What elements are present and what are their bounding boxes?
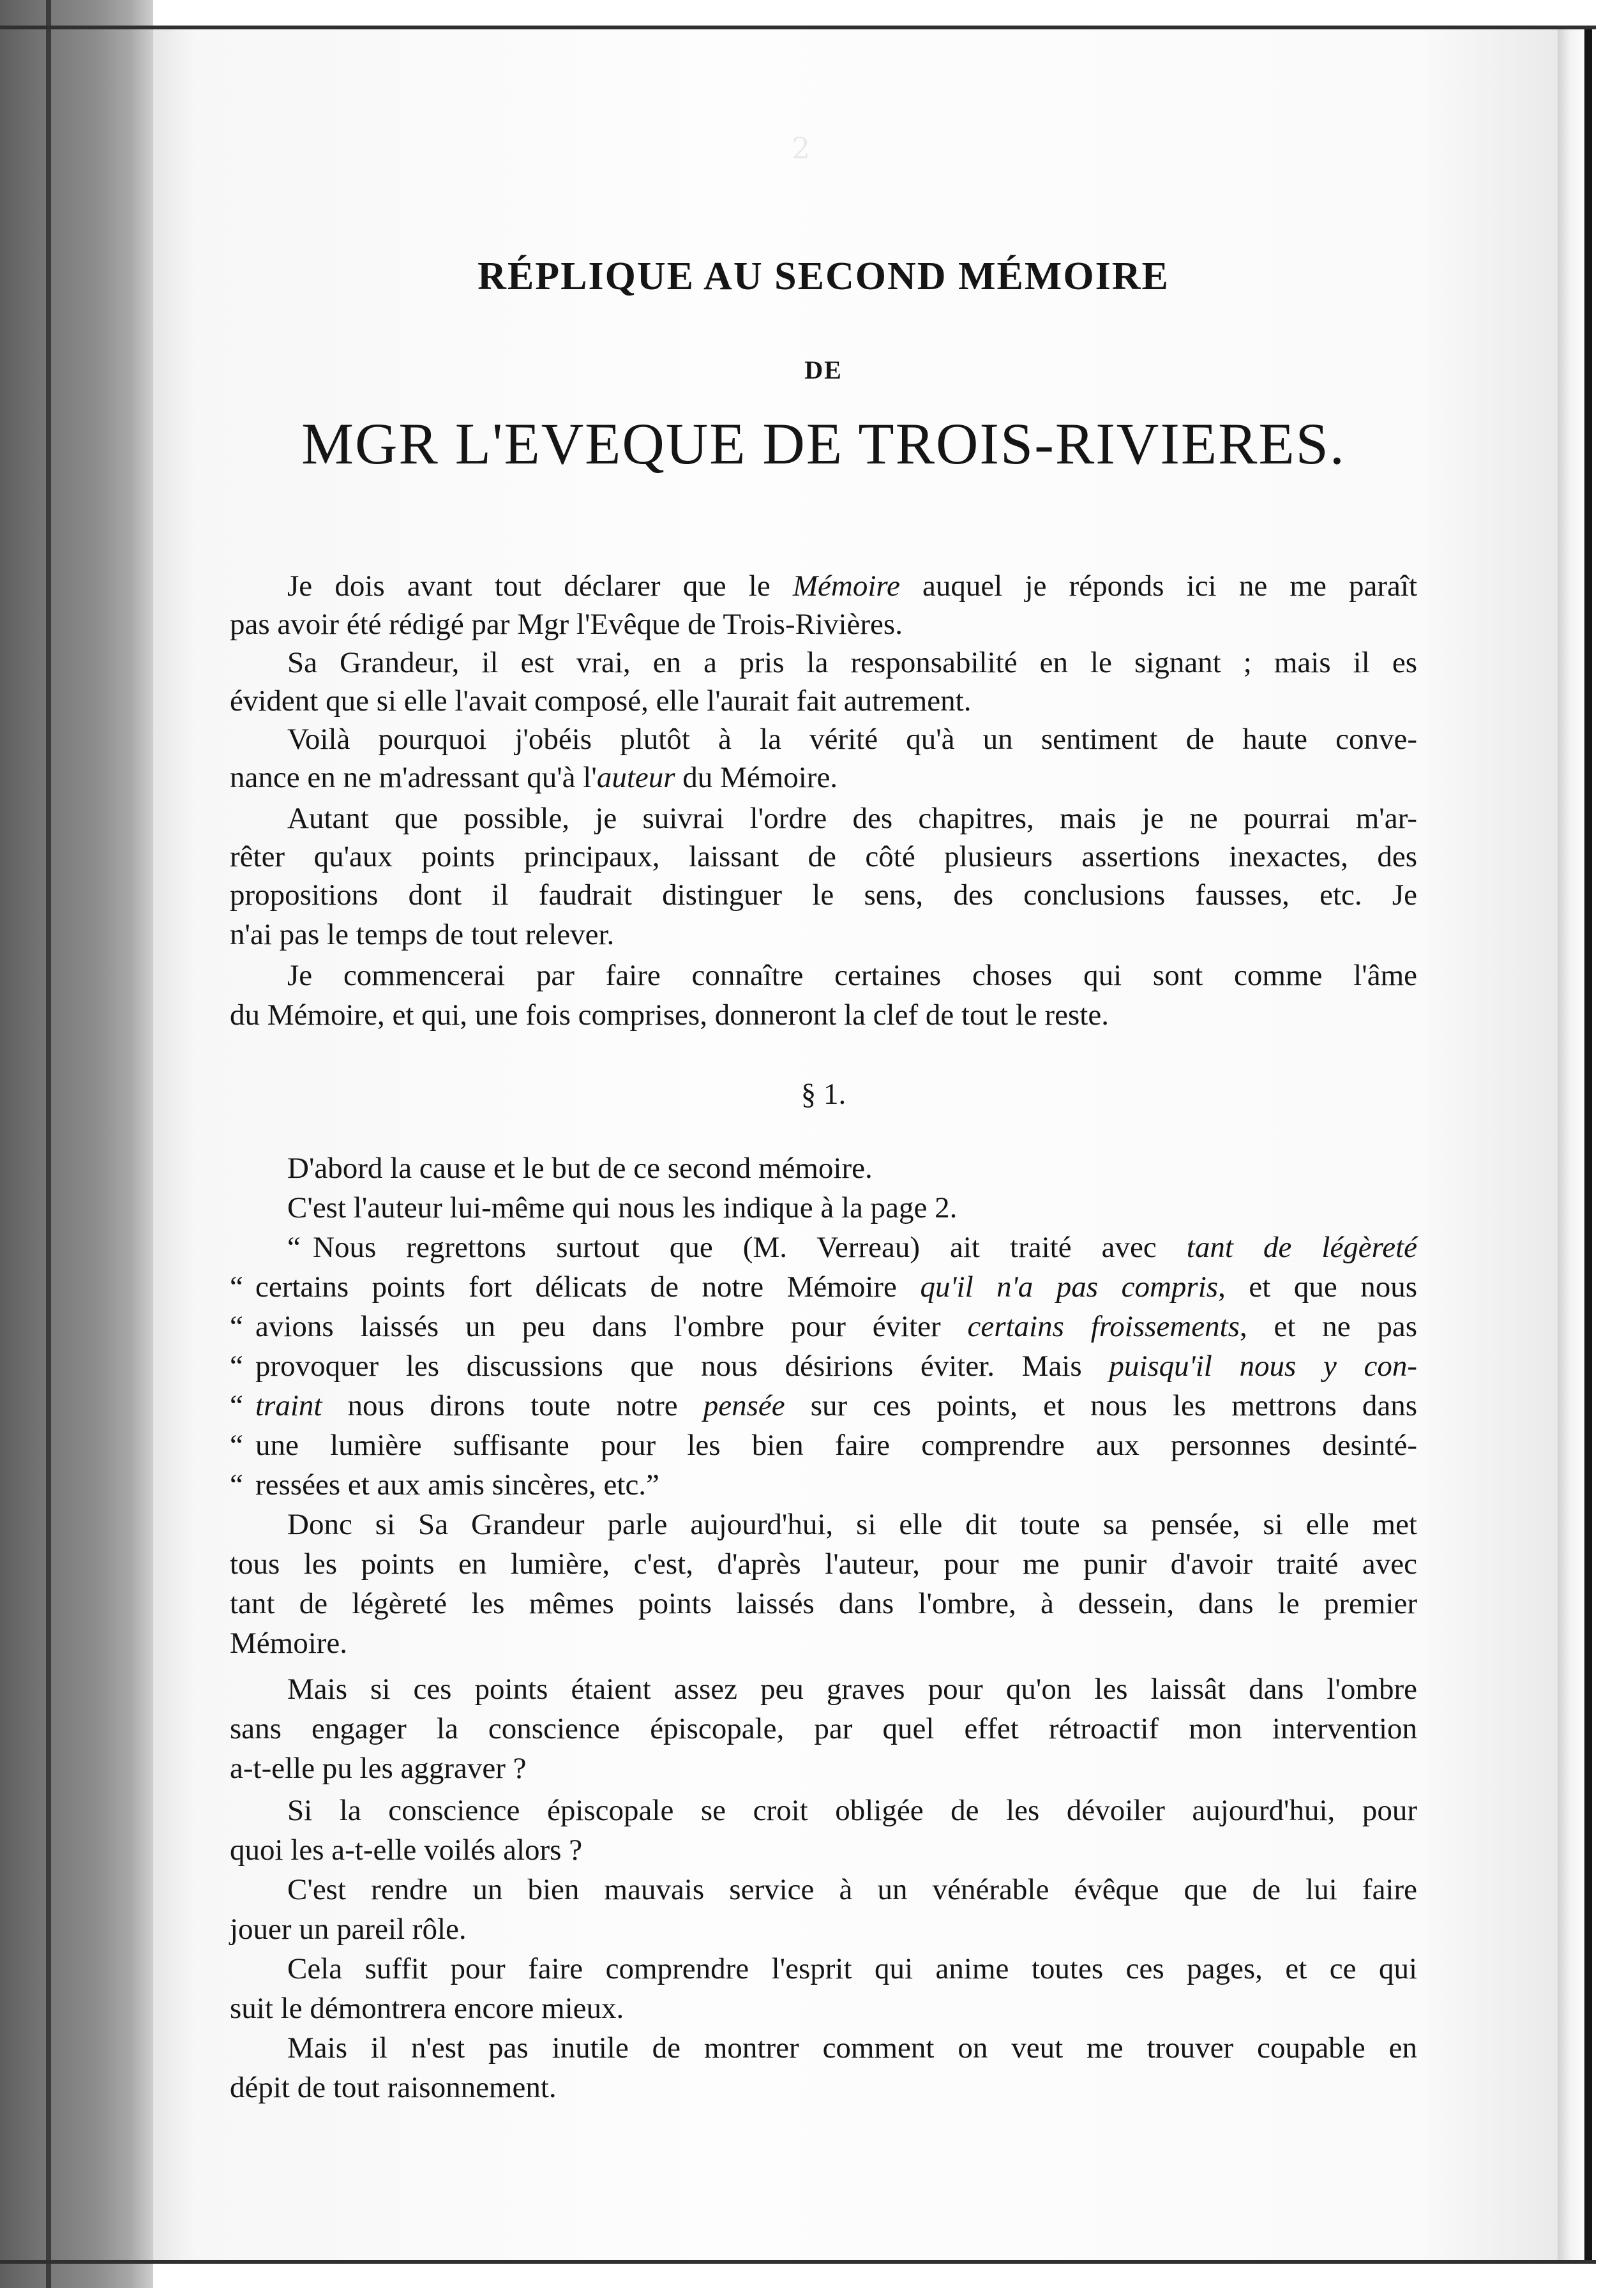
text-line: D'abord la cause et le but de ce second mémoire. [287, 1152, 873, 1185]
text-line: Je dois avant tout déclarer que le Mémoire auquel je réponds ici ne me paraît [287, 569, 1417, 603]
title-de: DE [804, 356, 843, 384]
title-line-2: MGR L'EVEQUE DE TROIS-RIVIERES. [301, 411, 1346, 476]
text-line: rêter qu'aux points principaux, laissant de côté plusieurs assertions inexactes, des [230, 840, 1417, 873]
text-line: Sa Grandeur, il est vrai, en a pris la responsabilité en le signant ; mais il es [287, 646, 1417, 679]
quote-line: “ traint nous dirons toute notre pensée sur ces points, et nous les mettrons dans [230, 1389, 1417, 1422]
quote-line: “ provoquer les discussions que nous désirions éviter. Mais puisqu'il nous y con- [230, 1350, 1417, 1383]
text-line: quoi les a-t-elle voilés alors ? [230, 1833, 583, 1867]
scan-border-bottom [0, 2260, 1596, 2264]
quote-line: “ avions laissés un peu dans l'ombre pour éviter certains froissements, et ne pas [230, 1310, 1417, 1343]
text-line: Autant que possible, je suivrai l'ordre des chapitres, mais je ne pourrai m'ar- [287, 802, 1417, 835]
text-line: a-t-elle pu les aggraver ? [230, 1752, 527, 1785]
text-line: tant de légèreté les mêmes points laissés dans l'ombre, à dessein, dans le premier [230, 1587, 1417, 1620]
quote-line: “ une lumière suffisante pour les bien faire comprendre aux personnes desinté- [230, 1429, 1417, 1462]
text-line: pas avoir été rédigé par Mgr l'Evêque de Trois-Rivières. [230, 608, 903, 641]
text-line: évident que si elle l'avait composé, elle l'aurait fait autrement. [230, 684, 972, 718]
scan-border-right [1584, 26, 1592, 2262]
text-line: Mais si ces points étaient assez peu graves pour qu'on les laissât dans l'ombre [287, 1673, 1417, 1706]
scan-border-top [0, 26, 1596, 29]
text-line: du Mémoire, et qui, une fois comprises, donneront la clef de tout le reste. [230, 998, 1109, 1032]
text-line: Voilà pourquoi j'obéis plutôt à la vérité qu'à un sentiment de haute conve- [287, 723, 1417, 756]
bleed-through-page-number: 2 [792, 131, 811, 165]
text-line: Je commencerai par faire connaître certaines choses qui sont comme l'âme [287, 959, 1417, 992]
quote-line: “ Nous regrettons surtout que (M. Verreau) ait traité avec tant de légèreté [287, 1231, 1417, 1264]
text-line: dépit de tout raisonnement. [230, 2071, 557, 2104]
text-line: Mais il n'est pas inutile de montrer comment on veut me trouver coupable en [287, 2031, 1417, 2065]
text-line: Donc si Sa Grandeur parle aujourd'hui, si elle dit toute sa pensée, si elle met [287, 1508, 1417, 1541]
text-line: n'ai pas le temps de tout relever. [230, 918, 615, 951]
text-line: C'est rendre un bien mauvais service à un vénérable évêque que de lui faire [287, 1873, 1417, 1906]
text-line: Si la conscience épiscopale se croit obligée de les dévoiler aujourd'hui, pour [287, 1794, 1417, 1827]
quote-line: “ ressées et aux amis sincères, etc.” [230, 1468, 659, 1502]
title-line-1: RÉPLIQUE AU SECOND MÉMOIRE [477, 255, 1169, 298]
text-line: sans engager la conscience épiscopale, par quel effet rétroactif mon intervention [230, 1712, 1417, 1745]
text-line: jouer un pareil rôle. [230, 1913, 467, 1946]
text-line: Cela suffit pour faire comprendre l'esprit qui anime toutes ces pages, et ce qui [287, 1952, 1417, 1985]
quote-line: “ certains points fort délicats de notre Mémoire qu'il n'a pas compris, et que nous [230, 1270, 1418, 1304]
text-line: Mémoire. [230, 1627, 348, 1660]
text-line: tous les points en lumière, c'est, d'après l'auteur, pour me punir d'avoir traité avec [230, 1547, 1417, 1581]
text-line: suit le démontrera encore mieux. [230, 1992, 624, 2025]
text-line: propositions dont il faudrait distinguer le sens, des conclusions fausses, etc. Je [230, 878, 1417, 912]
adjacent-page-edge [0, 0, 153, 2288]
text-line: nance en ne m'adressant qu'à l'auteur du Mémoire. [230, 761, 838, 794]
text-line: C'est l'auteur lui-même qui nous les indique à la page 2. [287, 1191, 958, 1224]
section-heading: § 1. [801, 1078, 846, 1111]
scan-border-left [46, 0, 51, 2288]
